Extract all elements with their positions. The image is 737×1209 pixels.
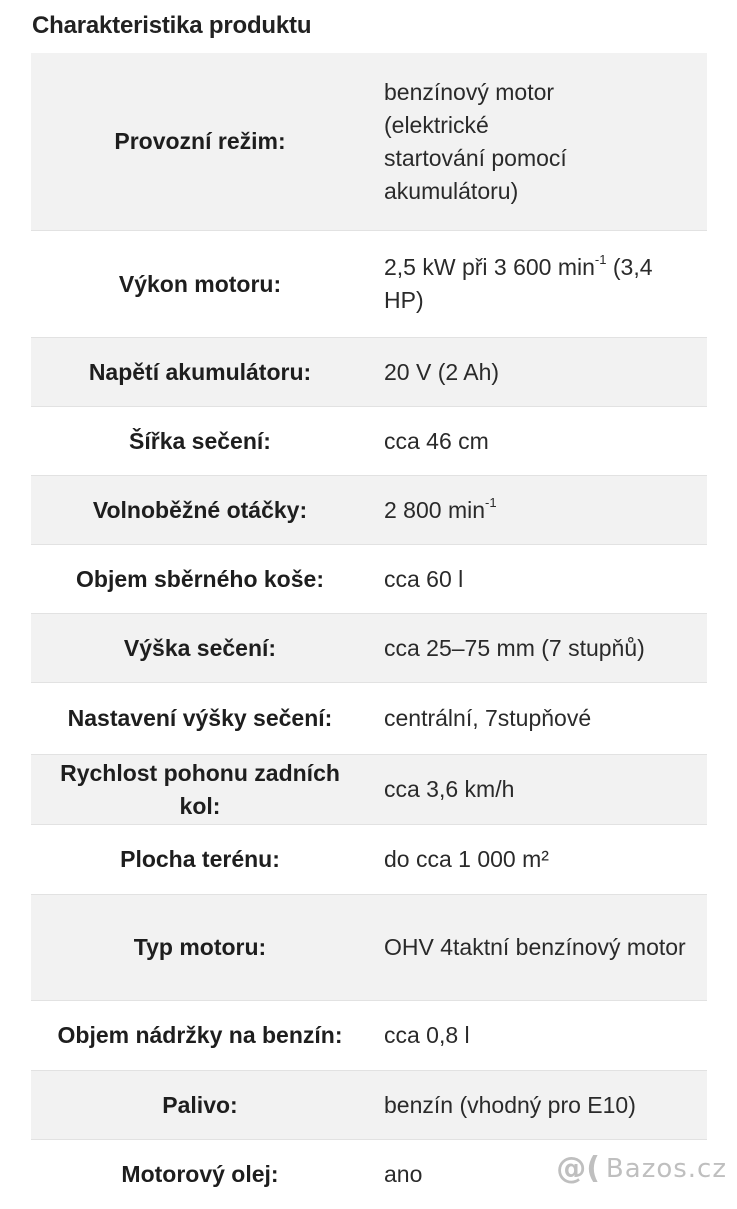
superscript: -1 (485, 494, 497, 510)
spec-value-line: (elektrické (384, 111, 489, 138)
spec-value: cca 60 l (384, 565, 464, 592)
spec-key: Volnoběžné otáčky: (92, 496, 308, 523)
spec-value-line: benzínový motor (384, 78, 555, 105)
spec-row (31, 1001, 707, 1071)
spec-row (31, 825, 707, 895)
spec-key: Typ motoru: (133, 934, 267, 960)
spec-key: Šířka sečení: (129, 427, 271, 454)
spec-key: Motorový olej: (121, 1161, 279, 1187)
spec-key: Objem sběrného koše: (76, 565, 324, 592)
spec-row (31, 614, 707, 683)
spec-value-text: 2,5 kW při 3 600 min (384, 254, 595, 280)
spec-value: cca 46 cm (384, 427, 489, 454)
spec-key: Nastavení výšky sečení: (67, 705, 333, 731)
spec-key: Objem nádržky na benzín: (57, 1022, 343, 1048)
spec-row (31, 53, 707, 231)
spec-row (31, 755, 707, 825)
spec-value: 20 V (2 Ah) (384, 358, 500, 385)
spec-value: centrální, 7stupňové (384, 705, 592, 731)
spec-value: OHV 4taktní benzínový motor (384, 934, 686, 960)
bazos-watermark (556, 1151, 727, 1186)
spec-value: do cca 1 000 m² (384, 846, 549, 872)
spec-row (31, 683, 707, 755)
watermark-text: Bazos.cz (605, 1153, 727, 1184)
spec-key: Napětí akumulátoru: (88, 358, 312, 385)
superscript: -1 (594, 252, 607, 268)
spec-row (31, 545, 707, 614)
spec-key: Palivo: (162, 1091, 238, 1118)
spec-value-line: startování pomocí (384, 144, 567, 171)
spec-key: Plocha terénu: (120, 846, 280, 872)
spec-value: cca 25–75 mm (7 stupňů) (384, 634, 645, 661)
spec-value (369, 494, 707, 527)
spec-row (31, 895, 707, 1001)
spec-value: ano (384, 1161, 423, 1187)
spec-key: Výkon motoru: (118, 270, 282, 297)
spec-row (31, 1071, 707, 1140)
spec-value: benzín (vhodný pro E10) (384, 1091, 636, 1118)
spec-key: Výška sečení: (123, 634, 277, 661)
spec-row (31, 407, 707, 476)
spec-value: cca 0,8 l (384, 1022, 470, 1048)
spec-value-line: akumulátoru) (384, 177, 519, 204)
spec-key: Rychlost pohonu zadních kol: (60, 759, 340, 819)
spec-table (31, 53, 707, 1209)
spec-value-text: 2 800 min (384, 496, 486, 523)
spec-row (31, 338, 707, 407)
spec-row (31, 476, 707, 545)
bazos-logo-icon: @( (556, 1151, 600, 1186)
spec-value (369, 251, 707, 317)
spec-value (369, 76, 707, 208)
spec-key: Provozní režim: (114, 128, 286, 154)
spec-value: cca 3,6 km/h (384, 776, 515, 802)
spec-row (31, 231, 707, 338)
spec-value-text: (3,4 HP) (384, 254, 653, 313)
section-heading: Charakteristika produktu (32, 12, 312, 39)
